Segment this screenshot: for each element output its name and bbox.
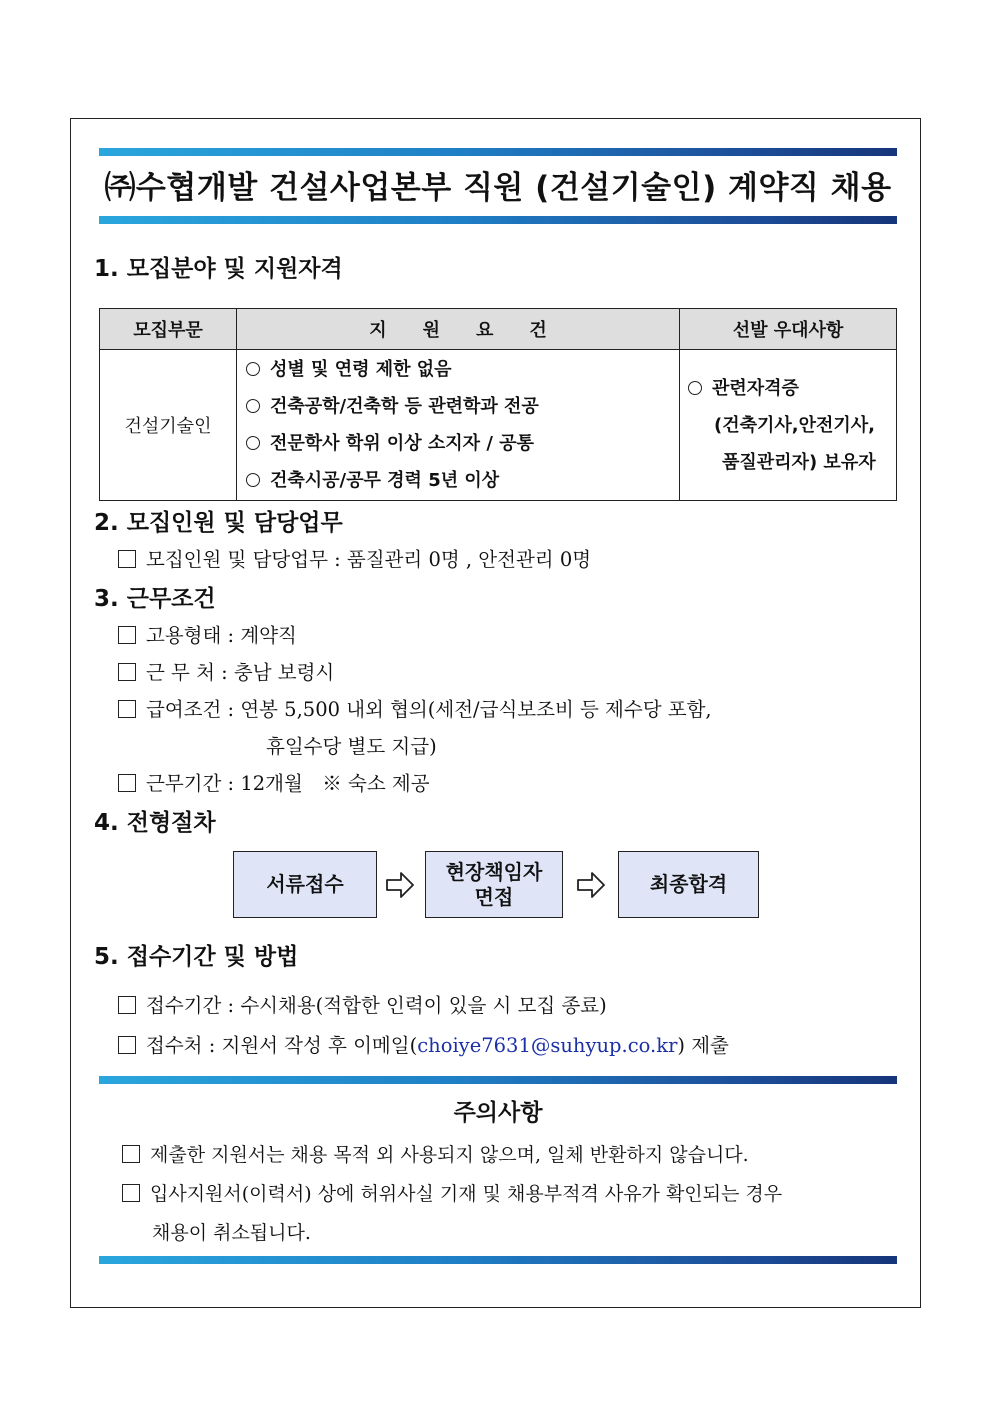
section-2-heading: 2. 모집인원 및 담당업무 xyxy=(94,510,343,536)
list-item: 전문학사 학위 이상 소지자 / 공통 xyxy=(238,425,678,462)
preference-line: (건축기사,안전기사, xyxy=(714,414,876,436)
title-top-bar xyxy=(99,148,897,156)
notice-item-continued: 채용이 취소됩니다. xyxy=(152,1222,311,1244)
circle-bullet-icon xyxy=(246,399,260,413)
preference-line: 관련자격증 xyxy=(688,370,895,407)
header-department: 모집부문 xyxy=(100,309,237,350)
page-title: ㈜수협개발 건설사업본부 직원 (건설기술인) 계약직 채용 xyxy=(104,170,892,206)
process-step-final-pass: 최종합격 xyxy=(618,851,759,918)
email-address[interactable]: choiye7631@suhyup.co.kr xyxy=(417,1034,678,1057)
recruit-count-line: 모집인원 및 담당업무 : 품질관리 0명 , 안전관리 0명 xyxy=(118,544,591,572)
department-cell: 건설기술인 xyxy=(100,350,237,501)
application-period-line: 접수기간 : 수시채용(적합한 인력이 있을 시 모집 종료) xyxy=(118,990,607,1018)
notice-item: 제출한 지원서는 채용 목적 외 사용되지 않으며, 일체 반환하지 않습니다. xyxy=(122,1140,749,1167)
header-preference: 선발 우대사항 xyxy=(680,309,897,350)
checkbox-icon xyxy=(122,1145,140,1163)
notice-bottom-bar xyxy=(99,1256,897,1264)
preference-line: 품질관리자) 보유자 xyxy=(722,451,876,473)
checkbox-icon xyxy=(118,1036,136,1054)
salary-line: 급여조건 : 연봉 5,500 내외 협의(세전/급식보조비 등 제수당 포함, xyxy=(118,694,712,722)
list-item: 건축시공/공무 경력 5년 이상 xyxy=(238,462,678,499)
circle-bullet-icon xyxy=(246,436,260,450)
notice-title: 주의사항 xyxy=(453,1100,543,1126)
checkbox-icon xyxy=(122,1184,140,1202)
header-requirements: 지 원 요 건 xyxy=(237,309,680,350)
notice-item: 입사지원서(이력서) 상에 허위사실 기재 및 채용부적격 사유가 확인되는 경우 xyxy=(122,1179,782,1206)
section-1-heading: 1. 모집분야 및 지원자격 xyxy=(94,256,343,282)
checkbox-icon xyxy=(118,550,136,568)
checkbox-icon xyxy=(118,663,136,681)
application-place-line: 접수처 : 지원서 작성 후 이메일(choiye7631@suhyup.co.kr) 제출 xyxy=(118,1030,729,1058)
section-3-heading: 3. 근무조건 xyxy=(94,586,216,612)
list-item: 성별 및 연령 제한 없음 xyxy=(238,351,678,388)
section-4-heading: 4. 전형절차 xyxy=(94,810,216,836)
table-header-row xyxy=(100,309,897,350)
salary-line-continued: 휴일수당 별도 지급) xyxy=(266,735,437,758)
requirements-table xyxy=(99,308,897,501)
circle-bullet-icon xyxy=(246,473,260,487)
work-location-line: 근 무 처 : 충남 보령시 xyxy=(118,657,334,685)
circle-bullet-icon xyxy=(246,362,260,376)
process-step-interview: 현장책임자 면접 xyxy=(425,851,563,918)
employment-type-line: 고용형태 : 계약직 xyxy=(118,620,297,648)
right-arrow-icon xyxy=(385,870,415,900)
list-item: 건축공학/건축학 등 관련학과 전공 xyxy=(238,388,678,425)
checkbox-icon xyxy=(118,626,136,644)
checkbox-icon xyxy=(118,996,136,1014)
section-5-heading: 5. 접수기간 및 방법 xyxy=(94,944,299,970)
requirements-cell xyxy=(237,350,680,501)
circle-bullet-icon xyxy=(688,381,702,395)
work-period-line: 근무기간 : 12개월 ※ 숙소 제공 xyxy=(118,768,430,796)
table-row xyxy=(100,350,897,501)
right-arrow-icon xyxy=(576,870,606,900)
checkbox-icon xyxy=(118,774,136,792)
title-bottom-bar xyxy=(99,216,897,224)
process-step-document-review: 서류접수 xyxy=(233,851,377,918)
checkbox-icon xyxy=(118,700,136,718)
preference-cell xyxy=(680,350,897,501)
notice-top-bar xyxy=(99,1076,897,1084)
